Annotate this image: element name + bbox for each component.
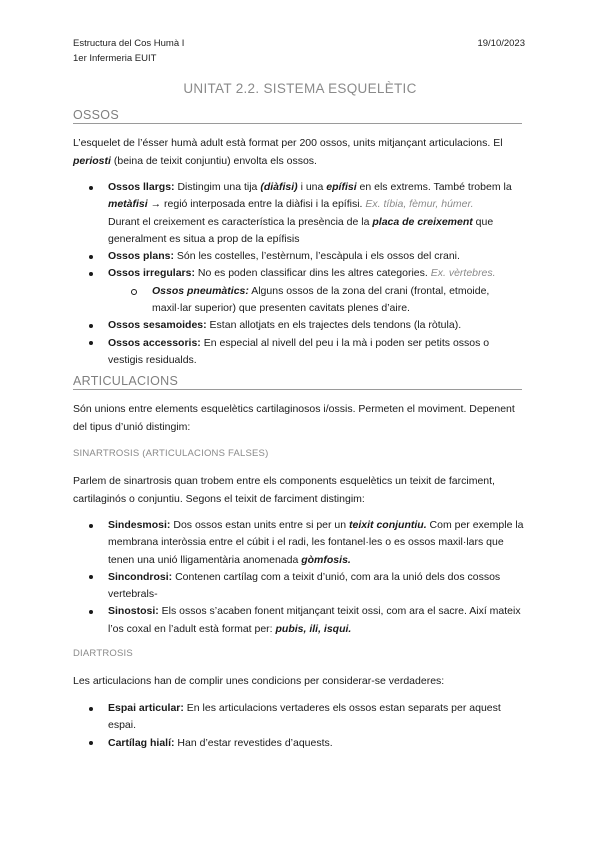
item-label: Sincondrosi: (108, 570, 173, 583)
list-item-cartilag-hiali (88, 735, 525, 752)
text-run: i una (297, 181, 327, 193)
list-item-ossos-llargs (88, 179, 525, 248)
item-label: Sindesmosi: (108, 519, 171, 531)
list-item-ossos-plans (88, 248, 525, 265)
diartrosis-list (88, 700, 525, 752)
example-text: Ex. vèrtebres. (430, 267, 496, 280)
text-run: Alguns ossos de la zona del crani (frontal, etmoide, maxil·lar superior) que presenten cavitats plenes d’aire. (152, 284, 490, 315)
text-run: En especial al nivell del peu i la mà i poden ser petits ossos o vestigis residualds. (108, 336, 490, 366)
text-run: L’esquelet de l’ésser humà adult està format per 200 ossos, units mitjançant articulacions. El (73, 137, 503, 149)
term-gomfosis: gòmfosis. (301, 553, 351, 566)
text-run: que generalment es situa a prop de la epífisis (108, 215, 494, 245)
text-run: en els extrems. També trobem la (356, 181, 512, 193)
subheading-sinartrosis: SINARTROSIS (ARTICULACIONS FALSES) (73, 448, 269, 459)
text-run: No es poden classificar dins les altres categories. (194, 267, 431, 280)
list-item-sindesmosi (88, 517, 525, 569)
text-run: regió interposada entre la diàfisi i la epífisi. (161, 198, 366, 211)
text-run: En les articulacions vertaderes els ossos estan separats per aquest espai. (108, 702, 501, 732)
list-item-sincondrosi (88, 569, 525, 604)
item-label: Espai articular: (108, 702, 184, 714)
section-heading-ossos: OSSOS (73, 108, 522, 124)
item-label: Sinostosi: (108, 605, 159, 618)
text-run: Estan allotjats en els trajectes dels tendons (la ròtula). (206, 319, 462, 332)
list-item-ossos-sesamoides (88, 317, 525, 334)
sinartrosis-intro-paragraph: Parlem de sinartrosis quan trobem entre els components esquelètics un teixit de farciment, cartilaginós o conjuntiu. Segons el teixit de farciment distingim: (73, 475, 495, 505)
item-label: Ossos llargs: (108, 181, 175, 193)
list-item-ossos-accessoris (88, 335, 525, 370)
section-heading-articulacions: ARTICULACIONS (73, 374, 522, 390)
text-run: Els ossos s’acaben fonent mitjançant teixit ossi, com ara el sacre. Així mateix l’os coxal en l’adult està format per: (108, 605, 521, 635)
item-label: Ossos accessoris: (108, 336, 201, 349)
sinartrosis-list (88, 517, 525, 638)
ossos-intro-paragraph (73, 135, 525, 170)
term-epifisi: epífisi (326, 181, 357, 193)
subheading-diartrosis: DIARTROSIS (73, 648, 133, 659)
term-teixit-conjuntiu: teixit conjuntiu. (349, 519, 427, 531)
term-diafisi: (diàfisi) (260, 181, 298, 193)
text-run: Són les costelles, l’estèrnum, l’escàpula i els ossos del crani. (173, 250, 460, 263)
term-pubis-ili-isqui: pubis, ili, isqui. (275, 622, 352, 635)
term-periosti: periosti (73, 154, 111, 167)
page-title: UNITAT 2.2. SISTEMA ESQUELÈTIC (183, 81, 417, 96)
text-run: Dos ossos estan units entre si per un (170, 519, 350, 531)
item-label: Ossos pneumàtics: (152, 284, 249, 297)
list-item-ossos-irregulars (88, 265, 525, 282)
term-placa-creixement: placa de creixement (372, 215, 473, 228)
articulacions-intro-paragraph: Són unions entre elements esquelètics cartilaginosos i/ossis. Permeten el moviment. Depenent del tipus d’unió distingim: (73, 403, 515, 433)
item-label: Cartílag hialí: (108, 736, 175, 749)
diartrosis-intro-paragraph: Les articulacions han de complir unes condicions per considerar-se verdaderes: (73, 675, 445, 687)
list-item-sinostosi (88, 603, 525, 638)
item-label: Ossos plans: (108, 250, 174, 263)
item-label: Ossos irregulars: (108, 267, 195, 280)
text-run: Contenen cartílag com a teixit d’unió, com ara la unió dels dos cossos vertebrals- (108, 570, 501, 601)
header-course: Estructura del Cos Humà I (73, 38, 185, 49)
text-run: Com per exemple la membrana interòssia entre el cúbit i el radi, les fontanel·les o es ossos maxil·lars que tenen una unió lligamentària anomenada (108, 519, 524, 566)
list-item-ossos-pneumatics (88, 283, 525, 318)
text-run: Durant el creixement es característica la presència de la (108, 215, 373, 228)
text-run: Distingim una tija (174, 181, 261, 193)
header-date: 19/10/2023 (477, 38, 525, 49)
example-text: Ex. tíbia, fèmur, húmer. (365, 198, 474, 211)
text-run: Han d’estar revestides d’aquests. (174, 736, 333, 749)
text-run: (beina de teixit conjuntiu) envolta els ossos. (110, 154, 317, 167)
term-metafisi: metàfisi → (108, 198, 162, 211)
list-item-espai-articular (88, 700, 525, 735)
header-group: 1er Infermeria EUIT (73, 53, 157, 64)
item-label: Ossos sesamoides: (108, 319, 207, 332)
bone-types-list (88, 179, 525, 369)
